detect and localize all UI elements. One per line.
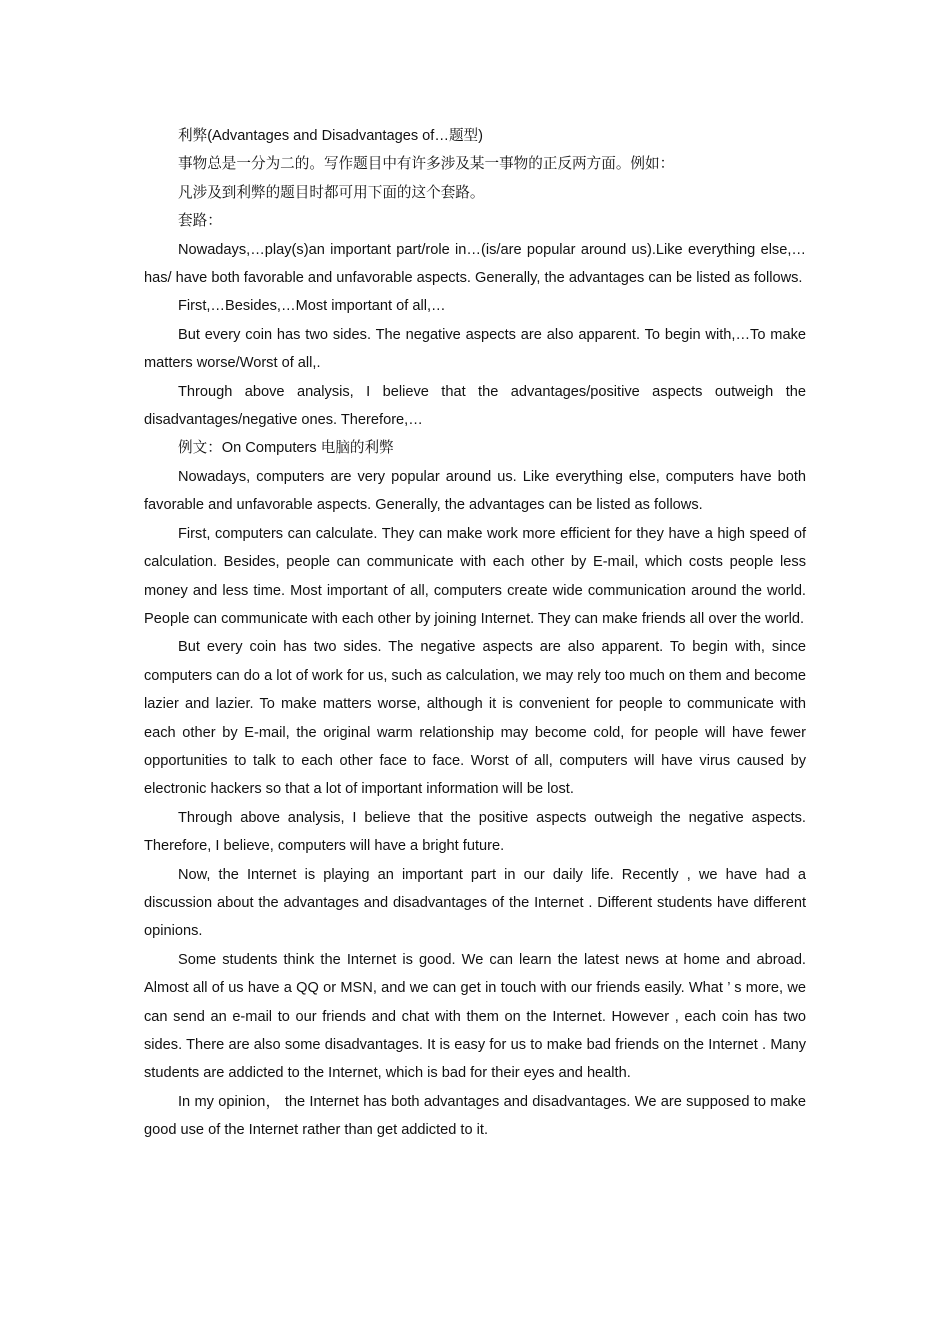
document-page	[144, 122, 806, 1145]
example-paragraph: Nowadays, computers are very popular around us. Like everything else, computers have both favorable and unfavorable aspects. Generally, the advantages can be listed as follows.	[144, 468, 806, 514]
template-paragraph: But every coin has two sides. The negative aspects are also apparent. To begin with,…To make matters worse/Worst of all,.	[144, 326, 806, 372]
example-paragraph: Through above analysis, I believe that the positive aspects outweigh the negative aspects. Therefore, I believe, computers will have a bright future.	[144, 809, 806, 855]
example-paragraph: But every coin has two sides. The negative aspects are also apparent. To begin with, since computers can do a lot of work for us, such as calculation, we may rely too much on them and become lazier and lazier. To make matters worse, although it is convenient for people to communicate with each other by E-mail, the original warm relationship may become cold, for people will have fewer opportunities to talk to each other face to face. Worst of all, computers will have virus caused by electronic hackers so that a lot of important information will be lost.	[144, 639, 806, 798]
heading-paragraph: 利弊(Advantages and Disadvantages of…题型)	[178, 128, 483, 144]
intro-paragraph: 事物总是一分为二的。写作题目中有许多涉及某一事物的正反两方面。例如：	[178, 155, 675, 173]
intro-paragraph: 凡涉及到利弊的题目时都可用下面的这个套路。	[178, 183, 485, 201]
template-paragraph: Nowadays,…play(s)an important part/role in…(is/are popular around us).Like everything else,… has/ have both favorable and unfavorable aspects. Generally, the advantages can be listed as follows.	[144, 241, 806, 287]
template-label: 套路：	[178, 212, 222, 230]
essay-paragraph: Now, the Internet is playing an important part in our daily life. Recently , we have had a discussion about the advantages and disadvantages of the Internet . Different students have different opinions.	[144, 866, 806, 940]
essay-paragraph: In my opinion， the Internet has both advantages and disadvantages. We are supposed to make good use of the Internet rather than get addicted to it.	[144, 1093, 806, 1139]
example-title: 例文：On Computers 电脑的利弊	[178, 440, 394, 457]
essay-paragraph: Some students think the Internet is good. We can learn the latest news at home and abroad. Almost all of us have a QQ or MSN, and we can get in touch with our friends easily. What ’ s more, we can send an e-mail to our friends and chat with them on the Internet. However , each coin has two sides. There are also some disadvantages. It is easy for us to make bad friends on the Internet . Many students are addicted to the Internet, which is bad for their eyes and health.	[144, 951, 806, 1082]
template-paragraph: First,…Besides,…Most important of all,…	[178, 298, 446, 315]
template-paragraph: Through above analysis, I believe that the advantages/positive aspects outweigh the disadvantages/negative ones. Therefore,…	[144, 383, 806, 429]
example-paragraph: First, computers can calculate. They can make work more efficient for they have a high speed of calculation. Besides, people can communicate with each other by E-mail, which costs people less money and less time. Most important of all, computers create wide communication around the world. People can communicate with each other by joining Internet. They can make friends all over the world.	[144, 525, 806, 627]
